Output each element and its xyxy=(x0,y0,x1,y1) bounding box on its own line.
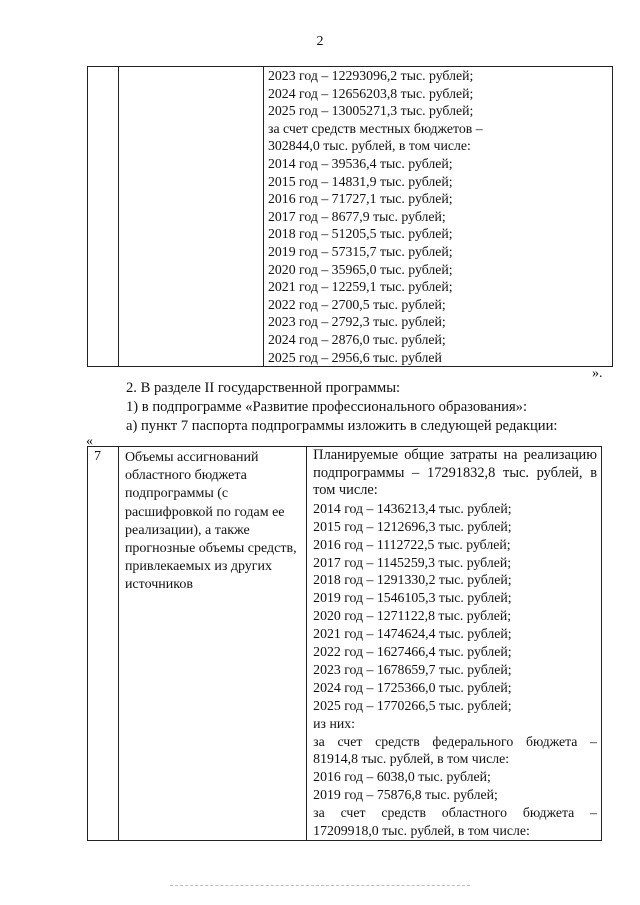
table2-line: 2021 год – 1474624,4 тыс. рублей; xyxy=(313,626,512,642)
table2-line: 2016 год – 1112722,5 тыс. рублей; xyxy=(313,536,511,552)
paragraph-section-2: 2. В разделе II государственной программы: xyxy=(126,380,401,396)
table1-line: 2017 год – 8677,9 тыс. рублей; xyxy=(268,208,446,224)
table1-col-number xyxy=(88,67,119,367)
federal-budget-year: 2016 год – 6038,0 тыс. рублей; xyxy=(313,769,491,785)
table1-line: 2024 год – 12656203,8 тыс. рублей; xyxy=(268,85,474,101)
table1-line: 2024 год – 2876,0 тыс. рублей; xyxy=(268,331,446,347)
table1-line: 2022 год – 2700,5 тыс. рублей; xyxy=(268,296,446,312)
table1-line: 2016 год – 71727,1 тыс. рублей; xyxy=(268,191,453,207)
table2-line: 2022 год – 1627466,4 тыс. рублей; xyxy=(313,644,512,660)
table2-line: 2025 год – 1770266,5 тыс. рублей; xyxy=(313,697,512,713)
table1-col-label xyxy=(119,67,264,367)
faint-scan-mark xyxy=(170,885,470,887)
table1-line: 2023 год – 2792,3 тыс. рублей; xyxy=(268,314,446,330)
regional-budget-total: 17209918,0 тыс. рублей, в том числе: xyxy=(313,823,530,839)
table2-values-cell xyxy=(307,447,602,841)
table1-lines xyxy=(264,67,612,366)
federal-budget-total: 81914,8 тыс. рублей, в том числе: xyxy=(313,751,510,767)
table2-line: 2018 год – 1291330,2 тыс. рублей; xyxy=(313,572,512,588)
table1-line: 2014 год – 39536,4 тыс. рублей; xyxy=(268,155,453,171)
table2-line: 2017 год – 1145259,3 тыс. рублей; xyxy=(313,554,512,570)
table1-line: 2019 год – 57315,7 тыс. рублей; xyxy=(268,243,453,259)
table2-lines xyxy=(313,500,597,840)
table2-line: 2019 год – 1546105,3 тыс. рублей; xyxy=(313,590,512,606)
subprogram-passport-table xyxy=(87,446,602,841)
table2-line: 2015 год – 1212696,3 тыс. рублей; xyxy=(313,518,512,534)
paragraph-subprogram: 1) в подпрограмме «Развитие профессионального образования»: xyxy=(126,399,528,415)
table2-line: из них: xyxy=(313,715,355,731)
table1-line: 2025 год – 13005271,3 тыс. рублей; xyxy=(268,103,474,119)
table1-line: 2020 год – 35965,0 тыс. рублей; xyxy=(268,261,453,277)
opening-quote-mark: « xyxy=(86,434,93,449)
table2-item-label: Объемы ассигнований областного бюджета подпрограммы (с расшифровкой по годам ее реализации), а также прогнозные объемы средств, привлекаемых из других источников xyxy=(118,447,306,841)
table1-line: 2021 год – 12259,1 тыс. рублей; xyxy=(268,279,453,295)
page-number: 2 xyxy=(316,34,324,49)
table1-line: 2025 год – 2956,6 тыс. рублей xyxy=(268,349,442,365)
federal-budget-year: 2019 год – 75876,8 тыс. рублей; xyxy=(313,787,498,803)
table2-line: 2024 год – 1725366,0 тыс. рублей; xyxy=(313,679,512,695)
federal-budget-line: за счет средств федерального бюджета – xyxy=(313,733,597,749)
table1-line: 2018 год – 51205,5 тыс. рублей; xyxy=(268,226,453,242)
table2-line: 2020 год – 1271122,8 тыс. рублей; xyxy=(313,608,512,624)
budget-table-continuation xyxy=(87,66,613,367)
paragraph-item-a: а) пункт 7 паспорта подпрограммы изложить в следующей редакции: xyxy=(126,418,558,434)
table2-line: 2014 год – 1436213,4 тыс. рублей; xyxy=(313,500,512,516)
table1-line: 2023 год – 12293096,2 тыс. рублей; xyxy=(268,68,474,83)
closing-quote-mark: ». xyxy=(592,366,603,381)
table2-item-number: 7 xyxy=(88,447,119,841)
table2-total-header: Планируемые общие затраты на реализацию подпрограммы – 17291832,8 тыс. рублей, в том числе: xyxy=(313,447,597,499)
regional-budget-line: за счет средств областного бюджета – xyxy=(313,805,597,821)
table1-line: 302844,0 тыс. рублей, в том числе: xyxy=(268,138,471,154)
table2-line: 2023 год – 1678659,7 тыс. рублей; xyxy=(313,661,512,677)
table1-line: за счет средств местных бюджетов – xyxy=(268,120,483,136)
table1-line: 2015 год – 14831,9 тыс. рублей; xyxy=(268,173,453,189)
table1-col-values xyxy=(264,67,613,367)
